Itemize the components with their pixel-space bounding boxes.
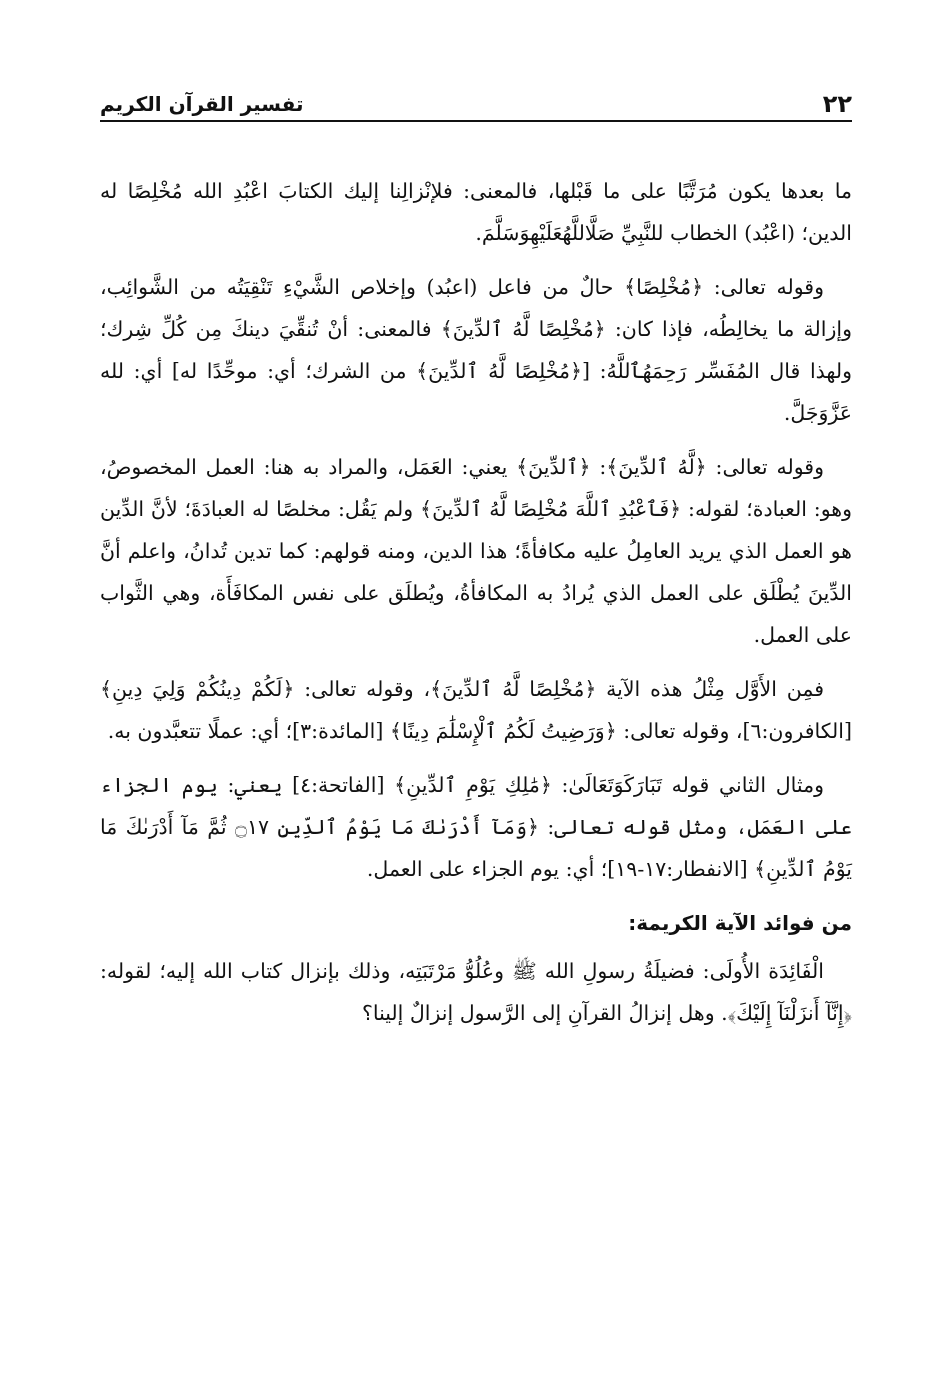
paragraph-1: ما بعدها يكون مُرَتَّبًا على ما قَبْلها، فالمعنى: فلإنْزالِنا إليك الكتابَ اعْبُدِ الله مُخْلِصًا له الدين؛ (اعْبُد) الخطاب للنَّبِيِّ صَلَّاللَّهُعَلَيْهِوَسَلَّمَ. <box>100 179 852 245</box>
page-body <box>100 170 852 1046</box>
book-title: تفسير القرآن الكريم <box>100 92 304 116</box>
paragraph-2: وقوله تعالى: ﴿مُخْلِصًا﴾ حالٌ من فاعل (اعبُد) وإخلاص الشَّيْءِ تَنْقِيَتُه من الشَّوائِب، وإزالة ما يخالِطُه، فإذا كان: ﴿مُخْلِصًا لَّهُ ٱلدِّينَ﴾ فالمعنى: أنْ تُنقِّيَ دينكَ مِن كُلِّ شِرك؛ ولهذا قال المُفَسِّر رَحِمَهُٱللَّهُ: [﴿مُخْلِصًا لَّهُ ٱلدِّينَ﴾ من الشرك؛ أي: موحِّدًا له] أي: لله عَزَّوَجَلَّ. <box>100 275 852 425</box>
section-heading: من فوائد الآية الكريمة: <box>628 911 852 935</box>
page-number: ٢٢ <box>822 90 852 118</box>
paragraph-3: وقوله تعالى: ﴿لَّهُ ٱلدِّينَ﴾: ﴿ٱلدِّينَ﴾ يعني: العَمَل، والمراد به هنا: العمل المخصوصُ، وهو: العبادة؛ لقوله: ﴿فَٱعْبُدِ ٱللَّهَ مُخْلِصًا لَّهُ ٱلدِّينَ﴾ ولم يَقُل: مخلصًا له العبادَةَ؛ لأنَّ الدِّين هو العمل الذي يريد العامِلُ عليه مكافأةً؛ هذا الدين، ومنه قولهم: كما تدين تُدانُ، واعلم أنَّ الدِّينَ يُطْلَق على العمل الذي يُرادُ به المكافأةُ، ويُطلَق على نفس المكافَأَة، وهي الثَّواب على العمل. <box>100 455 852 647</box>
benefit-paragraph: الْفَائِدَة الأُولَى: فضيلَةُ رسولِ الله ﷺ وعُلُوُّ مَرْتَبَتِه، وذلك بإنزال كتاب الله إليه؛ لقوله: ﴿إِنَّآ أَنزَلْنَآ إِلَيْكَ﴾. وهل إنزالُ القرآنِ إلى الرَّسول إنزالٌ إلينا؟ <box>100 959 852 1025</box>
page-header <box>100 84 852 122</box>
paragraph-5: ومثال الثاني قوله تَبَارَكَوَتَعَالَىٰ: ﴿مَٰلِكِ يَوْمِ ٱلدِّينِ﴾ [الفاتحة:٤] يعني: يوم الجزاء على العَمَل، ومثل قوله تعالى: ﴿وَمَآ أَدْرَىٰكَ مَا يَوْمُ ٱلدِّينِ ۝١٧ ثُمَّ مَآ أَدْرَىٰكَ مَا يَوْمُ ٱلدِّينِ﴾ [الانفطار:١٧-١٩]؛ أي: يوم الجزاء على العمل. <box>100 773 852 881</box>
paragraph-4: فمِن الأَوَّل مِثْلُ هذه الآية ﴿مُخْلِصًا لَّهُ ٱلدِّينَ﴾، وقوله تعالى: ﴿لَكُمْ دِينُكُمْ وَلِيَ دِينِ﴾ [الكافرون:٦]، وقوله تعالى: ﴿وَرَضِيتُ لَكُمُ ٱلْإِسْلَٰمَ دِينًا﴾ [المائدة:٣]؛ أي: عملًا تتعبَّدون به. <box>100 677 852 743</box>
